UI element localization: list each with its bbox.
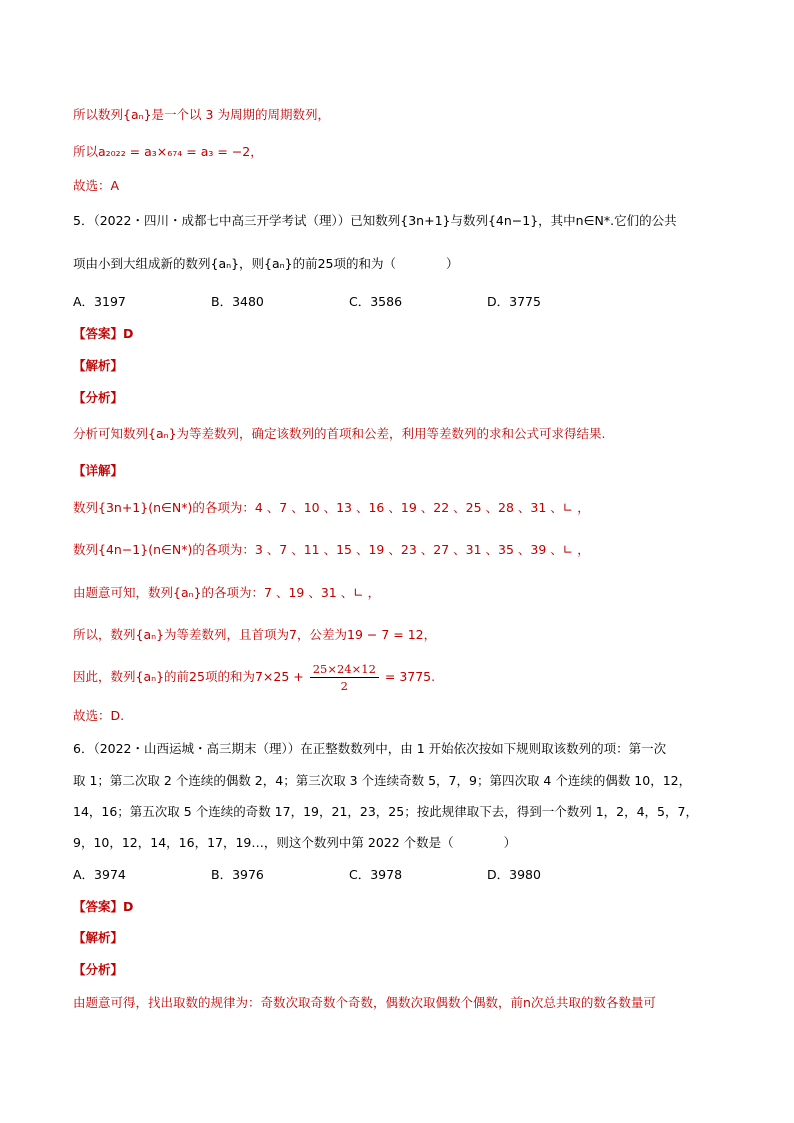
q5-detail-line-3: 由题意可知，数列{aₙ}的各项为：7 、19 、31 、∟ ， (73, 585, 381, 600)
q5-option-c: C．3586 (349, 294, 403, 309)
q5-detail-heading: 【详解】 (73, 463, 124, 478)
q6-stem-line-4: 9，10，12，14，16，17，19…，则这个数列中第 2022 个数是（ ） (73, 835, 517, 850)
q5-stem-line-1: 5．（2022・四川・成都七中高三开学考试（理））已知数列{3n+1}与数列{4n−1}，其中n∈N*.它们的公共 (73, 213, 677, 228)
q5-sum-prefix: 因此，数列{aₙ}的前25项的和为7×25 + (73, 669, 304, 684)
q4-conclusion-line: 所以数列{aₙ}是一个以 3 为周期的周期数列， (73, 107, 330, 122)
q5-detail-line-5 (73, 658, 435, 696)
q6-analysis-heading: 【解析】 (73, 930, 124, 945)
fraction-denominator: 2 (340, 679, 348, 693)
q5-option-b: B．3480 (211, 294, 264, 309)
q5-detail-line-4: 所以，数列{aₙ}为等差数列，且首项为7，公差为19 − 7 = 12， (73, 627, 437, 642)
q5-choice: 故选：D. (73, 708, 125, 723)
q4-value-line: 所以a₂₀₂₂ = a₃×₆₇₄ = a₃ = −2， (73, 144, 263, 159)
q5-option-a: A．3197 (73, 294, 126, 309)
q5-detail-line-1: 数列{3n+1}(n∈N*)的各项为：4 、7 、10 、13 、16 、19 、22 、25 、28 、31 、∟ ， (73, 500, 590, 515)
q6-fenxi-text: 由题意可得，找出取数的规律为：奇数次取奇数个奇数，偶数次取偶数个偶数，前n次总共取的数各数量可 (73, 995, 656, 1010)
q5-answer: 【答案】D (73, 326, 134, 341)
q6-stem-line-3: 14，16；第五次取 5 个连续的奇数 17，19，21，23，25；按此规律取下去，得到一个数列 1，2，4，5，7， (73, 804, 698, 819)
q5-fenxi-text: 分析可知数列{aₙ}为等差数列，确定该数列的首项和公差，利用等差数列的求和公式可求得结果. (73, 426, 606, 441)
q6-options (73, 866, 625, 884)
q5-options (73, 293, 625, 311)
q5-option-d: D．3775 (487, 294, 541, 309)
q5-analysis-heading: 【解析】 (73, 358, 124, 373)
q6-option-a: A．3974 (73, 867, 126, 882)
q5-sum-fraction (310, 661, 379, 694)
q6-answer: 【答案】D (73, 899, 134, 914)
q6-option-d: D．3980 (487, 867, 541, 882)
fraction-numerator: 25×24×12 (310, 661, 379, 678)
q5-stem-line-2: 项由小到大组成新的数列{aₙ}，则{aₙ}的前25项的和为（ ） (73, 256, 459, 271)
q4-choice: 故选：A (73, 178, 120, 193)
q5-fenxi-heading: 【分析】 (73, 390, 124, 405)
q6-stem-line-1: 6．（2022・山西运城・高三期末（理））在正整数数列中，由 1 开始依次按如下规则取该数列的项：第一次 (73, 741, 667, 756)
q6-fenxi-heading: 【分析】 (73, 962, 124, 977)
q6-option-b: B．3976 (211, 867, 264, 882)
q6-stem-line-2: 取 1；第二次取 2 个连续的偶数 2，4；第三次取 3 个连续奇数 5，7，9；第四次取 4 个连续的偶数 10，12， (73, 773, 692, 788)
q5-sum-result: = 3775. (384, 669, 436, 684)
q6-option-c: C．3978 (349, 867, 403, 882)
q5-detail-line-2: 数列{4n−1}(n∈N*)的各项为：3 、7 、11 、15 、19 、23 、27 、31 、35 、39 、∟ ， (73, 542, 590, 557)
